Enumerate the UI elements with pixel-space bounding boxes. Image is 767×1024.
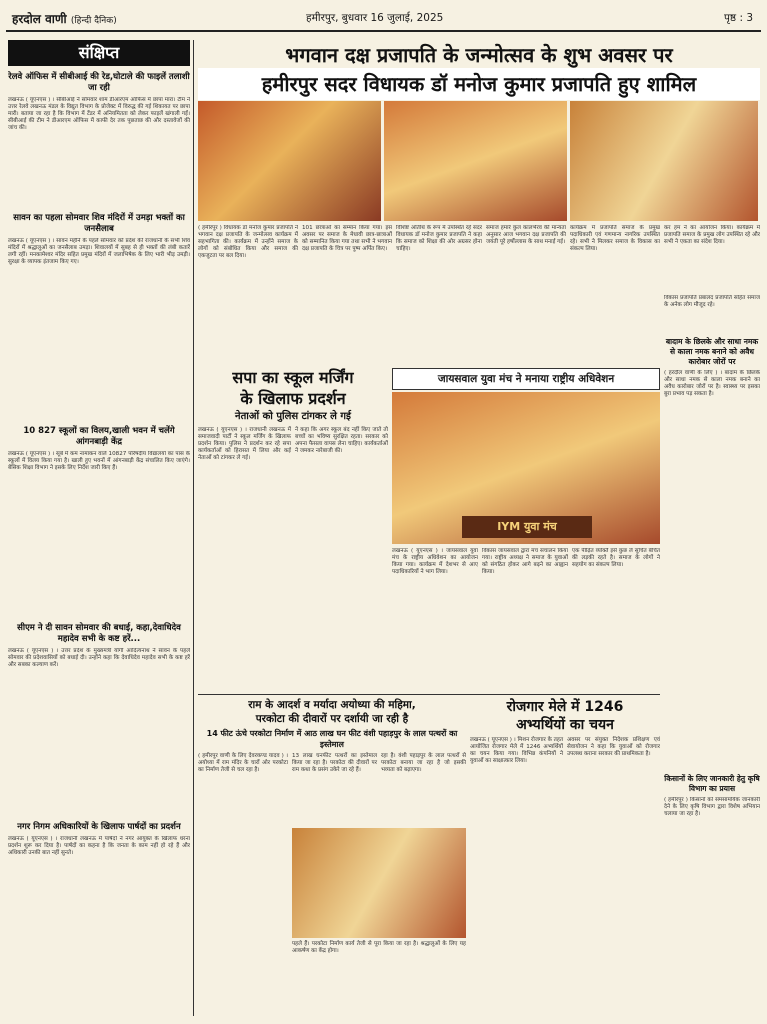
sapa-body: ने कहा कि अगर स्कूल बंद नहीं किए जाते तो बच्चों का भविष्य सुरक्षित रहता। सरकार को अपना फैसला वापस लेना चाहिए। कार्यकर्ताओं ने जमकर नारेबाजी की। [295, 427, 388, 455]
lead-photo-1 [198, 101, 381, 221]
ram-headline-2: परकोटा की दीवारों पर दर्शायी जा रही है [255, 713, 409, 725]
right-body: कर हम ने का आयोजन किया। कार्यक्रम में प्रजापति समाज के प्रमुख लोग उपस्थित रहे और सभी ने एकता का संदेश दिया। [664, 225, 760, 246]
right-column [664, 225, 760, 1015]
ram-body: पहले हैं। परकोटा निर्माण कार्य तेजी से पूरा किया जा रहा है। श्रद्धालुओं के लिए यह आकर्षण का केंद्र होगा। [292, 941, 466, 955]
ram-body: रहा है। वंशी पहाड़पुर के लाल पत्थरों से परकोटा बनाया जा रहा है जो इसकी भव्यता को बढ़ाएगा। [381, 753, 466, 774]
jaiswal-photo [392, 392, 660, 544]
ram-story [198, 698, 466, 1016]
lead-body-col-5: कार्यक्रम में प्रजापति समाज के प्रमुख पदाधिकारी एवं गणमान्य नागरिक उपस्थित रहे। सभी ने मिलकर समाज के विकास का संकल्प लिया। [570, 225, 660, 253]
lead-photo-3 [570, 101, 758, 221]
lead-body-col-2: 101 छात्राओं का सम्मान किया गया। इस अवसर पर समाज के मेधावी छात्र-छात्राओं को सम्मानित किया गया तथा सभी ने भगवान दक्ष प्रजापति के चित्र पर पुष्प अर्पित किए। [302, 225, 392, 253]
lead-body-col-4: समाज हमारे कुल कालभैरव की मान्यता अनुसार आज भगवान दक्ष प्रजापति की जयंती पूरे हर्षोल्लास के साथ मनाई गई। [486, 225, 566, 246]
rozgar-body: अवसर पर संयुक्त निदेशक प्रशिक्षण एवं सेवायोजन ने कहा कि युवाओं को रोजगार उपलब्ध कराना सरकार की प्राथमिकता है। [567, 737, 660, 758]
sapa-headline-1: सपा का स्कूल मर्जिंग [232, 368, 354, 387]
right-headline: किसानों के लिए जानकारी हेतु कृषि विभाग का प्रयास [664, 774, 760, 793]
rozgar-headline-2: अभ्यर्थियों का चयन [516, 717, 614, 733]
section-divider [198, 694, 660, 695]
jaiswal-banner: IYM युवा मंच [462, 516, 592, 538]
sapa-story [198, 368, 388, 688]
ram-headline-1: राम के आदर्श व मर्यादा अयोध्या की महिमा, [248, 699, 416, 711]
sapa-body: लखनऊ ( यूएनएस ) । राजधानी लखनऊ में समाजवादी पार्टी ने स्कूल मर्जिंग के खिलाफ प्रदर्शन किया। पुलिस ने प्रदर्शन कर रहे सपा कार्यकर्ताओं को हिरासत में लिया और कई नेताओं को टांगकर ले गई। [198, 427, 291, 462]
sapa-headline-2: के खिलाफ प्रदर्शन [240, 389, 346, 408]
sidebar-column [8, 70, 190, 1016]
sidebar-headline: सावन का पहला सोमवार शिव मंदिरों में उमड़ा भक्तों का जनसैलाब [13, 213, 185, 234]
ram-subhead: 14 फीट ऊंचे परकोटा निर्माण में आठ लाख घन फीट वंशी पहाड़पुर के लाल पत्थरों का इस्तेमाल [206, 729, 458, 749]
sidebar-body: लखनऊ ( यूएनएस ) । सीबीआई ने सोमवार शाम डीआरएम ऑफिस में छापा मारा। टीम ने उत्तर रेलवे लखनऊ मंडल के विद्युत विभाग के प्रोजेक्ट में विरुद्ध की गई शिकायत पर छापा मारी। बताया जा रहा है कि विभाग में टेंडर में अनियमितता को लेकर फाइलें खंगाली गईं। सीबीआई की टीम ने डीआरएम ऑफिस में काफी देर तक पूछताछ की और दस्तावेजों की जांच की। [8, 97, 190, 132]
jaiswal-body-1: लखनऊ ( यूएनएस ) । जायसवाल युवा मंच के राष्ट्रीय अधिवेशन का आयोजन किया गया। कार्यक्रम में देशभर से आए पदाधिकारियों ने भाग लिया। [392, 548, 478, 576]
jaiswal-body-3: एक पीढ़ित व्यक्ति इसे कुछ ले सुचित बेचित की लड़की रहते है। समाज के लोगों ने सहयोग का संकल्प लिया। [572, 548, 660, 569]
paper-title: हरदोल वाणी (हिन्दी दैनिक) [12, 12, 117, 26]
jaiswal-body-2: विकास जायसवाल द्वारा मंच संचालन किया गया। राष्ट्रीय अध्यक्ष ने समाज के युवाओं को संगठित होकर आगे बढ़ने का आह्वान किया। [482, 548, 568, 576]
dateline: हमीरपुर, बुधवार 16 जुलाई, 2025 [306, 12, 444, 24]
column-divider [193, 40, 194, 1016]
sidebar-headline: नगर निगम अधिकारियों के खिलाफ पार्षदों का प्रदर्शन [17, 822, 181, 832]
sidebar-headline: सीएम ने दी सावन सोमवार की बधाई, कहा,देवाधिदेव महादेव सभी के कष्ट हरें... [17, 623, 181, 644]
rozgar-story [470, 698, 660, 1016]
right-body: ( हरदौल वाणी के लिए ) । बादाम के छिलके और साधा नमक से काला नमक बनाने का अवैध कारोबार जोरों पर है। स्वास्थ्य पर इसका बुरा प्रभाव पड़ सकता है। [664, 370, 760, 398]
sidebar-headline: रेलवे ऑफिस में सीबीआई की रेड,घोटाले की फाइलें तलाशी जा रही [8, 72, 190, 93]
sidebar-label: संक्षिप्त [8, 40, 190, 66]
masthead [6, 6, 761, 32]
sidebar-body: लखनऊ ( यूएनएस ) । सावन महीने के पहले सोमवार को प्रदेश की राजधानी के सभी शिव मंदिरों में श्रद्धालुओं का जनसैलाब उमड़ा। शिवालयों में सुबह से ही भक्तों की लंबी कतारें लगी रहीं। मनकामेश्वर मंदिर सहित प्रमुख मंदिरों में जलाभिषेक के लिए भारी भीड़ उमड़ी। सुरक्षा के व्यापक इंतजाम किए गए। [8, 238, 190, 266]
ram-body: ( हमीरपुर वाणी के लिए देवरकण्ड यादव ) । अयोध्या में राम मंदिर के चारों ओर परकोटा का निर्माण तेजी से चल रहा है। [198, 753, 288, 774]
ram-body: 13 लाख घनफीट पत्थरों का इस्तेमाल किया जा रहा है। परकोटा की दीवारों पर राम कथा के प्रसंग उकेरे जा रहे हैं। [292, 753, 377, 774]
sidebar-body: लखनऊ ( यूएनएस ) । राजधानी लखनऊ में पार्षदों ने नगर आयुक्त के खिलाफ धरना प्रदर्शन शुरू कर दिया है। पार्षदों का कहना है कि जनता के काम नहीं हो रहे हैं और अधिकारी उनकी बात नहीं सुनते। [8, 836, 190, 857]
jaiswal-headline: जायसवाल युवा मंच ने मनाया राष्ट्रीय अधिवेशन [392, 368, 660, 390]
rozgar-headline-1: रोजगार मेले में 1246 [506, 699, 624, 715]
lead-headline-1: भगवान दक्ष प्रजापति के जन्मोत्सव के शुभ अवसर पर [285, 43, 673, 67]
sidebar-body: लखनऊ ( यूएनएस ) । उत्तर प्रदेश के मुख्यमंत्री योगी आदित्यनाथ ने सावन के पहले सोमवार की प्रदेशवासियों को बधाई दी। उन्होंने कहा कि देवाधिदेव महादेव सभी के कष्ट हरें और सबका कल्याण करें। [8, 648, 190, 669]
ram-photo [292, 828, 466, 938]
right-body: विकास प्रजापति प्रबालद प्रजापति सहित समाज के अनेक लोग मौजूद रहे। [664, 295, 760, 309]
lead-headline-2: हमीरपुर सदर विधायक डॉ मनोज कुमार प्रजापति हुए शामिल [198, 68, 760, 100]
rozgar-body: लखनऊ ( यूएनएस ) । मिशन रोजगार के तहत आयोजित रोजगार मेले में 1246 अभ्यर्थियों का चयन किया गया। विभिन्न कंपनियों ने युवाओं का साक्षात्कार लिया। [470, 737, 564, 765]
sapa-subhead: नेताओं को पुलिस टांगकर ले गई [235, 411, 351, 422]
lead-photo-2 [384, 101, 567, 221]
right-body: ( हमीरपुर ) किसानों को समसामयिक जानकारी देने के लिए कृषि विभाग द्वारा विशेष अभियान चलाया जा रहा है। [664, 797, 760, 818]
sidebar-headline: 10 827 स्कूलों का विलय,खाली भवन में चलेंगे आंगनबाड़ी केंद्र [23, 426, 175, 447]
sidebar-body: लखनऊ ( यूएनएस ) । सूबे में कम नामांकन वाले 10827 परिषदीय विद्यालयों का पास के स्कूलों में विलय किया गया है। खाली हुए भवनों में आंगनबाड़ी केंद्र संचालित किए जाएंगे। बेसिक शिक्षा विभाग ने इसके लिए निर्देश जारी किए हैं। [8, 451, 190, 472]
lead-body-col-3: विशिष्ट अतिथि के रूप में उपस्थित रहे सदर विधायक डॉ मनोज कुमार प्रजापति ने कहा कि समाज को शिक्षा की ओर अग्रसर होना चाहिए। [396, 225, 482, 253]
right-headline: बादाम के छिलके और साधा नमक से काला नमक बनाने को अवैध कारोबार जोरों पर [665, 337, 759, 366]
page-number: पृष्ठ : 3 [723, 12, 753, 24]
lead-body-col-1: ( हमीरपुर ) विधायक डॉ मनोज कुमार प्रजापति ने भगवान दक्ष प्रजापति के जन्मोत्सव कार्यक्रम में सहभागिता की। कार्यक्रम में उन्होंने समाज के लोगों को संबोधित किया और समाज की एकजुटता पर बल दिया। [198, 225, 298, 260]
